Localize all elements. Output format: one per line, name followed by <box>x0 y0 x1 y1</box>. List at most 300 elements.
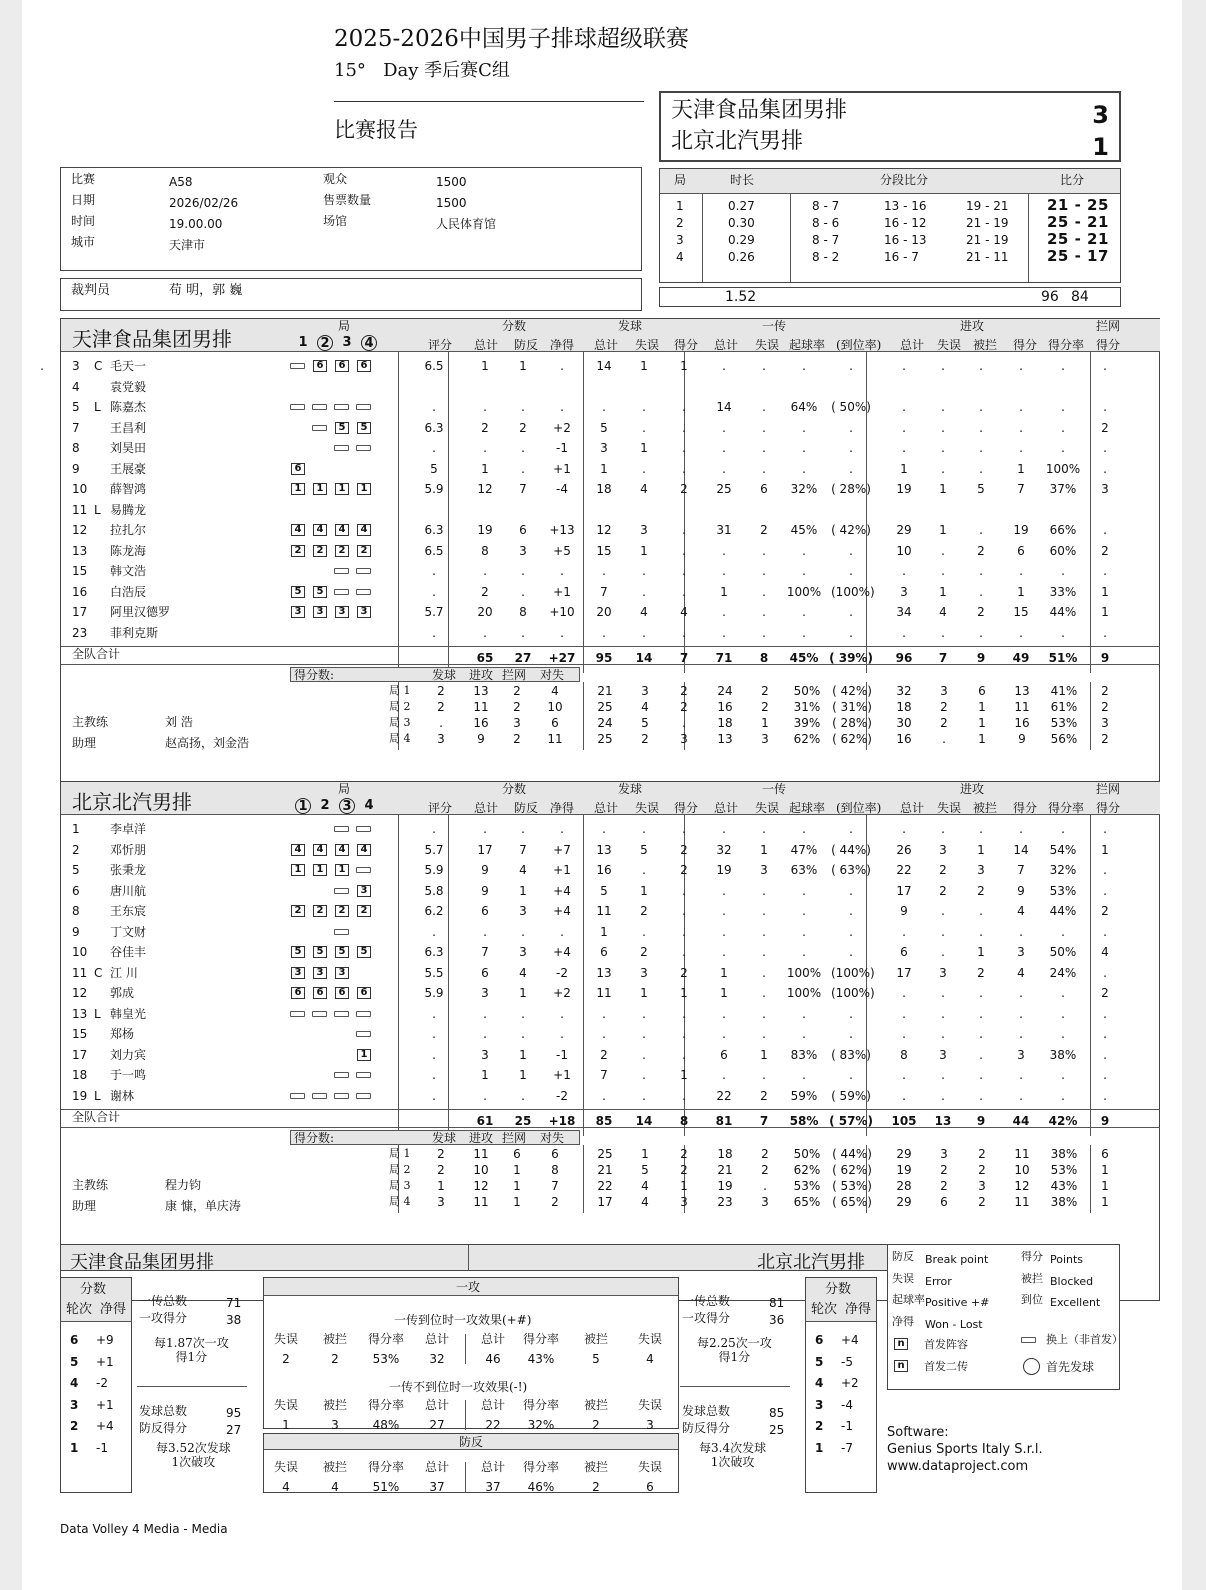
set-label: 局 2 <box>389 700 411 713</box>
stat-cell: . <box>722 625 726 640</box>
total-cell: 105 <box>891 1114 917 1128</box>
stat-cell: 4 <box>680 605 688 619</box>
legend-sub-marker <box>1021 1337 1036 1343</box>
breakdown-cell: 31% <box>793 700 821 714</box>
stat-cell: . <box>682 945 686 959</box>
stat-cell: . <box>642 584 646 599</box>
stat-cell: 1 <box>640 543 648 558</box>
stat-cell: 2 <box>1101 904 1109 918</box>
column-label: 被拦 <box>322 1460 347 1474</box>
stat-cell: . <box>722 359 726 373</box>
divider <box>137 1386 247 1387</box>
substitute-marker <box>334 404 349 410</box>
player-name: 王东宸 <box>110 904 147 918</box>
stat-cell: . <box>902 1088 906 1103</box>
stat-cell: 14 <box>596 359 612 373</box>
divider <box>1028 194 1029 282</box>
set-cell: 0.30 <box>728 216 755 230</box>
stat-cell: +13 <box>549 523 575 537</box>
stat-cell: +4 <box>553 883 571 898</box>
stat-cell: . <box>941 1088 945 1103</box>
stat-cell: 8 <box>481 543 489 558</box>
rotation-net: -4 <box>841 1397 853 1412</box>
stat-cell: 3 <box>640 965 648 980</box>
set-cell: 2 <box>676 216 684 230</box>
breakdown-cell: 9 <box>1018 732 1026 746</box>
breakdown-cell: ( 42%) <box>832 684 872 698</box>
stat-cell: . <box>722 420 726 435</box>
breakdown-cell: 11 <box>473 1195 489 1209</box>
stat-cell: 3 <box>977 863 985 877</box>
breakdown-cell: 25 <box>597 700 613 714</box>
stat-cell: 29 <box>896 523 912 537</box>
stat-cell: . <box>432 924 436 939</box>
stat-cell: . <box>1103 1088 1107 1103</box>
start-position: 6 <box>291 463 305 475</box>
set-number: 2 <box>317 335 333 351</box>
breakdown-cell: ( 62%) <box>832 1163 872 1177</box>
set-col-label: 局 <box>338 319 351 333</box>
stat-label: 一攻得分 <box>139 1311 188 1325</box>
info-label: 观众 <box>323 172 348 186</box>
breakdown-cell: 17 <box>597 1195 613 1209</box>
stat-cell: 100% <box>786 584 822 599</box>
stat-cell: . <box>902 625 906 640</box>
stat-cell: . <box>1019 1027 1023 1041</box>
column-header: 评分 <box>428 338 453 352</box>
stat-cell: 2 <box>977 605 985 619</box>
stat-cell: . <box>979 1088 983 1103</box>
stat-cell: 3 <box>519 904 527 918</box>
stat-cell: 19 <box>1013 523 1029 537</box>
start-position: 5 <box>335 946 349 958</box>
breakdown-cell: 2 <box>680 1147 688 1161</box>
stat-cell: 5.7 <box>424 842 444 857</box>
player-number: 2 <box>72 842 80 857</box>
coach-label: 主教练 <box>72 715 109 729</box>
stat-cell: . <box>849 945 853 959</box>
team-box <box>60 318 1160 838</box>
stat-cell: 4 <box>939 605 947 619</box>
breakdown-header: 拦网 <box>502 668 527 682</box>
start-position: 3 <box>291 967 305 979</box>
set-cell: 16 - 12 <box>884 216 927 230</box>
stat-cell: . <box>483 1088 487 1103</box>
column-header: 得分率 <box>1048 338 1085 352</box>
set-number: 2 <box>320 798 330 813</box>
set-cell: 8 - 7 <box>812 233 840 247</box>
column-header: 被拦 <box>973 801 998 815</box>
stat-cell: . <box>979 1006 983 1021</box>
stat-cell: 6.3 <box>424 523 444 537</box>
stat-cell: . <box>642 822 646 836</box>
stat-cell: . <box>560 564 564 578</box>
stat-cell: 2 <box>939 883 947 898</box>
title-rule <box>334 101 644 102</box>
stat-cell: . <box>432 1047 436 1062</box>
referee-names: 苟 明，郭 巍 <box>169 283 243 298</box>
rotation-net: +9 <box>96 1333 114 1347</box>
player-name: 邓忻朋 <box>110 842 147 857</box>
info-value: 1500 <box>436 196 467 210</box>
stat-cell: . <box>941 822 945 836</box>
stat-cell: . <box>521 400 525 414</box>
breakdown-cell: 1 <box>1101 1179 1109 1193</box>
attack-value: 4 <box>282 1480 290 1494</box>
stat-cell: 83% <box>790 1047 818 1062</box>
rotation-net: +2 <box>841 1376 859 1390</box>
player-number: 9 <box>72 924 80 939</box>
breakdown-cell: 18 <box>717 716 733 730</box>
stat-cell: . <box>602 400 606 414</box>
stat-cell: 14 <box>1013 842 1029 857</box>
stat-cell: . <box>1103 625 1107 640</box>
stat-cell: 1 <box>640 986 648 1000</box>
player-number: 19 <box>72 1088 88 1103</box>
column-header: 得分 <box>674 801 699 815</box>
column-label: 得分率 <box>522 1332 559 1346</box>
stat-cell: . <box>1103 822 1107 836</box>
stat-cell: 7 <box>519 482 527 496</box>
breakdown-cell: 2 <box>940 716 948 730</box>
stat-cell: 12 <box>477 482 493 496</box>
stat-cell: . <box>642 420 646 435</box>
breakdown-cell: 65% <box>793 1195 821 1209</box>
stat-cell: . <box>682 1047 686 1062</box>
stat-cell: 10 <box>896 543 912 558</box>
start-position: 3 <box>357 606 371 618</box>
coach-name: 程力钧 <box>165 1178 202 1192</box>
stat-cell: 13 <box>596 842 612 857</box>
stat-cell: 2 <box>977 543 985 558</box>
stat-cell: -1 <box>556 441 568 455</box>
breakdown-cell: . <box>439 716 443 730</box>
stat-cell: 31 <box>716 523 732 537</box>
set-cell: 0.26 <box>728 250 755 264</box>
column-label: 总计 <box>480 1398 505 1412</box>
rotation-col: 轮次 <box>66 1302 93 1317</box>
column-header: 总计 <box>714 801 739 815</box>
stat-cell: 1 <box>939 523 947 537</box>
stat-cell: . <box>1019 359 1023 373</box>
breakdown-header: 对失 <box>540 1131 565 1145</box>
stat-label: 一传总数 <box>682 1294 731 1308</box>
breakdown-cell: 19 <box>717 1179 733 1193</box>
column-header: 得分率 <box>1048 801 1085 815</box>
player-name: 白浩辰 <box>110 584 147 599</box>
stat-cell: 5.8 <box>424 883 444 898</box>
legend-text: Break point <box>925 1253 989 1266</box>
divider <box>465 1400 466 1430</box>
stat-cell: . <box>802 605 806 619</box>
set-score: 25 - 17 <box>1047 247 1109 265</box>
stat-cell: . <box>1103 461 1107 476</box>
stat-cell: +4 <box>553 945 571 959</box>
stat-cell: +10 <box>549 605 575 619</box>
stat-cell: 66% <box>1049 523 1077 537</box>
stat-cell: . <box>902 986 906 1000</box>
column-label: 被拦 <box>322 1332 347 1346</box>
stat-cell: 100% <box>786 986 822 1000</box>
stat-cell: 1 <box>720 986 728 1000</box>
breakdown-cell: 16 <box>896 732 912 746</box>
total-cell: 14 <box>635 1114 653 1128</box>
attack-value: 27 <box>429 1418 445 1432</box>
player-number: 17 <box>72 605 88 619</box>
breakdown-cell: 29 <box>896 1195 912 1209</box>
stat-cell: . <box>941 420 945 435</box>
set-number: 4 <box>361 335 377 351</box>
set-cell: 16 - 13 <box>884 233 927 247</box>
stat-cell: . <box>902 822 906 836</box>
stat-cell: . <box>762 441 766 455</box>
set-score: 25 - 21 <box>1047 213 1109 231</box>
stat-cell: 59% <box>790 1088 818 1103</box>
info-value: 19.00.00 <box>169 217 223 231</box>
stat-cell: . <box>1103 564 1107 578</box>
info-value: A58 <box>169 175 193 189</box>
stat-cell: . <box>1061 822 1065 836</box>
stat-cell: 60% <box>1049 543 1077 558</box>
stat-cell: 19 <box>477 523 493 537</box>
column-label: 被拦 <box>583 1460 608 1474</box>
stat-cell: 45% <box>790 523 818 537</box>
stat-cell: . <box>642 1027 646 1041</box>
set-score: 25 - 21 <box>1047 230 1109 248</box>
stat-cell: . <box>642 1088 646 1103</box>
stat-cell: 1 <box>519 986 527 1000</box>
column-header: (到位率) <box>836 801 882 815</box>
player-number: 6 <box>72 883 80 898</box>
rotation-number: 1 <box>70 1440 79 1455</box>
total-cell: 7 <box>938 651 948 665</box>
player-number: 7 <box>72 420 80 435</box>
stat-value: 95 <box>226 1406 242 1420</box>
total-cell: 42% <box>1048 1114 1078 1128</box>
stat-cell: . <box>602 822 606 836</box>
referee-box <box>60 278 642 311</box>
breakdown-header: 对失 <box>540 668 565 682</box>
player-name: 王昌利 <box>110 420 147 435</box>
breakdown-cell: 4 <box>641 1195 649 1209</box>
stat-cell: . <box>521 1027 525 1041</box>
stat-cell: 7 <box>481 945 489 959</box>
legend-text: Excellent <box>1050 1296 1101 1309</box>
stat-cell: . <box>979 625 983 640</box>
start-position: 6 <box>313 360 327 372</box>
breakdown-cell: ( 44%) <box>832 1147 872 1161</box>
total-cell: 71 <box>715 651 733 665</box>
stat-cell: . <box>902 441 906 455</box>
breakdown-header: 拦网 <box>502 1131 527 1145</box>
info-label: 售票数量 <box>323 193 372 207</box>
group-header: 分数 <box>502 319 527 333</box>
stat-cell: 6 <box>900 945 908 959</box>
stat-cell: . <box>762 904 766 918</box>
breakdown-cell: 2 <box>513 684 521 698</box>
stat-cell: 63% <box>790 863 818 877</box>
stat-cell: . <box>483 441 487 455</box>
stat-cell: . <box>602 564 606 578</box>
stat-cell: . <box>802 359 806 373</box>
group-header: 一传 <box>762 319 787 333</box>
stat-cell: 15 <box>596 543 612 558</box>
stat-cell: . <box>602 1006 606 1021</box>
player-number: 8 <box>72 904 80 918</box>
total-label: 全队合计 <box>72 1110 121 1124</box>
breakdown-cell: 7 <box>551 1179 559 1193</box>
stat-cell: . <box>682 420 686 435</box>
stat-cell: . <box>979 420 983 435</box>
column-header: 总计 <box>594 338 619 352</box>
column-header: 总计 <box>594 801 619 815</box>
rotation-number: 4 <box>815 1376 824 1390</box>
start-position: 3 <box>335 606 349 618</box>
stat-cell: +2 <box>553 986 571 1000</box>
stat-cell: 37% <box>1049 482 1077 496</box>
divider <box>465 1462 466 1492</box>
stat-value: 38 <box>226 1313 242 1327</box>
attack-value: 2 <box>592 1480 600 1494</box>
column-header: 总计 <box>900 801 925 815</box>
coach-name: 刘 浩 <box>165 715 193 729</box>
stat-cell: . <box>1061 400 1065 414</box>
breakdown-cell: 2 <box>437 1147 445 1161</box>
set-cell: 3 <box>676 233 684 247</box>
stat-cell: 11 <box>596 904 612 918</box>
attack-value: 32 <box>429 1352 445 1366</box>
stat-note: 每2.25次一攻 得1分 <box>697 1336 772 1364</box>
set-label: 局 1 <box>389 684 411 697</box>
stat-cell: . <box>1103 1006 1107 1021</box>
legend-text: 换上（非首发） <box>1046 1333 1123 1346</box>
stat-cell: 17 <box>896 883 912 898</box>
stat-cell: . <box>521 441 525 455</box>
stat-cell: 6 <box>519 523 527 537</box>
player-number: 8 <box>72 441 80 455</box>
total-cell: 9 <box>1100 651 1110 665</box>
player-name: 江 川 <box>110 965 138 980</box>
stat-cell: 44% <box>1049 605 1077 619</box>
total-cell: 58% <box>789 1114 819 1128</box>
breakdown-cell: 1 <box>641 1147 649 1161</box>
stat-cell: 3 <box>1017 945 1025 959</box>
stat-cell: . <box>802 564 806 578</box>
breakdown-cell: 3 <box>437 1195 445 1209</box>
stat-cell: 33% <box>1049 584 1077 599</box>
attack-value: 37 <box>429 1480 445 1494</box>
set-cell: 1 <box>676 199 684 213</box>
attack-value: 43% <box>527 1352 555 1366</box>
breakdown-cell: 1 <box>978 732 986 746</box>
breakdown-cell: 38% <box>1050 1195 1078 1209</box>
stat-cell: . <box>762 945 766 959</box>
stat-cell: . <box>682 883 686 898</box>
stat-value: 85 <box>769 1406 785 1420</box>
breakdown-cell: 13 <box>717 732 733 746</box>
player-name: 于一鸣 <box>110 1068 147 1082</box>
column-header: (到位率) <box>836 338 882 352</box>
start-position: 6 <box>291 987 305 999</box>
stat-cell: 9 <box>481 883 489 898</box>
breakdown-cell: 2 <box>680 700 688 714</box>
stat-cell: . <box>432 822 436 836</box>
stat-label: 发球总数 <box>139 1404 188 1418</box>
stat-cell: . <box>1061 1068 1065 1082</box>
player-number: 3 <box>72 359 80 373</box>
stat-cell: . <box>642 1006 646 1021</box>
stat-cell: . <box>642 625 646 640</box>
stat-cell: 1 <box>680 359 688 373</box>
stat-cell: . <box>483 1006 487 1021</box>
breakdown-cell: ( 53%) <box>832 1179 872 1193</box>
stat-cell: 7 <box>1017 482 1025 496</box>
stat-cell: -1 <box>556 1047 568 1062</box>
stat-cell: 2 <box>680 863 688 877</box>
stat-cell: 12 <box>596 523 612 537</box>
start-position: 4 <box>291 524 305 536</box>
substitute-marker <box>290 1011 305 1017</box>
stat-cell: 2 <box>519 420 527 435</box>
stat-cell: . <box>902 564 906 578</box>
rotation-net: +4 <box>96 1419 114 1433</box>
total-rule <box>61 664 1160 665</box>
start-position: 5 <box>335 422 349 434</box>
stat-cell: . <box>642 1047 646 1062</box>
substitute-marker <box>334 826 349 832</box>
start-position: 2 <box>291 905 305 917</box>
stat-cell: . <box>642 924 646 939</box>
stat-cell: 1 <box>680 986 688 1000</box>
summary-away-name: 北京北汽男排 <box>757 1252 865 1273</box>
substitute-marker <box>356 1093 371 1099</box>
first-attack-positive: 一传到位时一攻效果(+#) <box>394 1313 532 1327</box>
divider <box>465 1334 466 1364</box>
breakdown-cell: 5 <box>641 716 649 730</box>
start-position: 5 <box>357 422 371 434</box>
stat-cell: 6 <box>760 482 768 496</box>
player-number: 13 <box>72 1006 88 1021</box>
substitute-marker <box>334 888 349 894</box>
start-position: 4 <box>357 524 371 536</box>
stat-cell: . <box>682 625 686 640</box>
stat-cell: 1 <box>600 924 608 939</box>
stat-cell: . <box>762 1068 766 1082</box>
stat-cell: 4 <box>519 863 527 877</box>
stat-cell: . <box>979 924 983 939</box>
total-cell: 85 <box>595 1114 613 1128</box>
stat-cell: 1 <box>939 482 947 496</box>
breakdown-cell: 24 <box>597 716 613 730</box>
start-position: 4 <box>313 844 327 856</box>
breakdown-cell: 53% <box>1050 716 1078 730</box>
set-label: 局 2 <box>389 1163 411 1176</box>
breakdown-cell: 1 <box>1101 1163 1109 1177</box>
substitute-marker <box>356 404 371 410</box>
stat-cell: . <box>902 1006 906 1021</box>
stat-cell: . <box>802 625 806 640</box>
stat-cell: 17 <box>896 965 912 980</box>
column-divider <box>583 1145 584 1213</box>
stat-cell: . <box>1061 1088 1065 1103</box>
substitute-marker <box>356 568 371 574</box>
stat-cell: 5.7 <box>424 605 444 619</box>
stat-cell: . <box>722 441 726 455</box>
assistant-names: 康 慷，单庆涛 <box>165 1199 241 1213</box>
stat-cell: . <box>979 564 983 578</box>
start-position: 4 <box>335 844 349 856</box>
breakdown-cell: 6 <box>978 684 986 698</box>
